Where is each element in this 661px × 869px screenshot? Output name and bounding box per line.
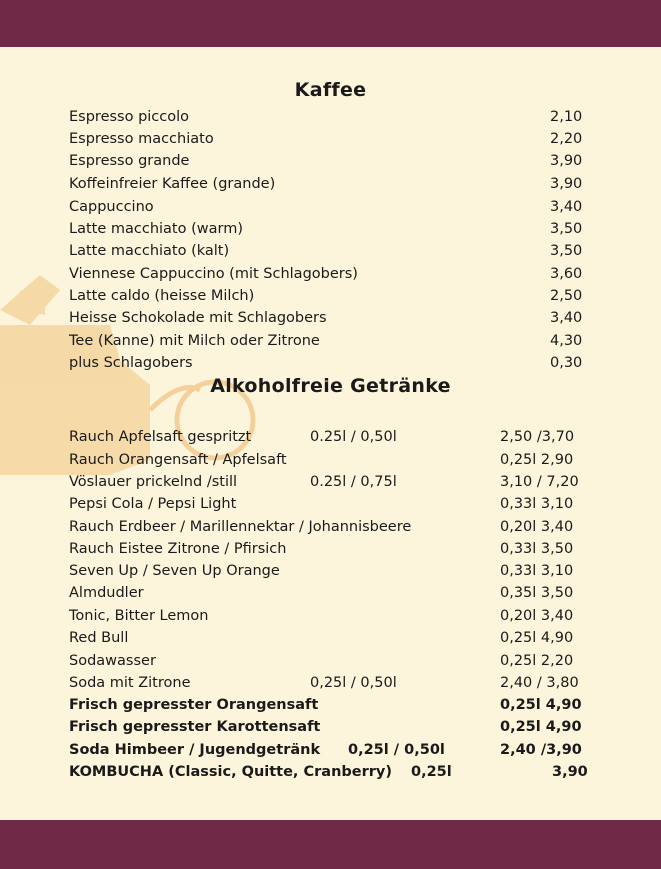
item-name: Heisse Schokolade mit Schlagobers bbox=[69, 310, 327, 326]
item-name: Rauch Orangensaft / Apfelsaft bbox=[69, 452, 287, 468]
item-name: Rauch Eistee Zitrone / Pfirsich bbox=[69, 541, 287, 557]
item-price: 0,25l 4,90 bbox=[500, 697, 582, 713]
item-name: Seven Up / Seven Up Orange bbox=[69, 563, 280, 579]
item-price: 3,50 bbox=[550, 243, 583, 259]
item-price: 0,20l 3,40 bbox=[500, 608, 574, 624]
item-name: Tee (Kanne) mit Milch oder Zitrone bbox=[69, 333, 320, 349]
item-name: Red Bull bbox=[69, 630, 129, 646]
item-price: 0,20l 3,40 bbox=[500, 519, 574, 535]
item-name: Almdudler bbox=[69, 585, 144, 601]
item-price: 3,40 bbox=[550, 310, 583, 326]
item-name: Espresso piccolo bbox=[69, 109, 190, 125]
item-price: 4,30 bbox=[550, 333, 583, 349]
item-price: 2,10 bbox=[550, 109, 583, 125]
item-price: 0,25l 2,90 bbox=[500, 452, 574, 468]
item-price: 3,40 bbox=[550, 199, 583, 215]
item-name: Koffeinfreier Kaffee (grande) bbox=[69, 176, 276, 192]
item-name: Pepsi Cola / Pepsi Light bbox=[69, 496, 237, 512]
item-price: 3,90 bbox=[552, 764, 588, 780]
item-price: 0,33l 3,10 bbox=[500, 496, 574, 512]
item-name: Frisch gepresster Orangensaft bbox=[69, 697, 319, 713]
item-price: 0,35l 3,50 bbox=[500, 585, 574, 601]
item-size: 0,25l bbox=[411, 764, 452, 780]
item-price: 2,40 / 3,80 bbox=[500, 675, 579, 691]
item-price: 0,25l 4,90 bbox=[500, 630, 574, 646]
item-price: 0,33l 3,50 bbox=[500, 541, 574, 557]
item-size: 0.25l / 0,75l bbox=[310, 474, 397, 490]
item-price: 0,30 bbox=[550, 355, 583, 371]
item-name: Cappuccino bbox=[69, 199, 154, 215]
item-name: Rauch Erdbeer / Marillennektar / Johannisbeere bbox=[69, 519, 412, 535]
kaffee-title: Kaffee bbox=[294, 79, 367, 101]
top-band bbox=[0, 0, 661, 47]
item-price: 3,60 bbox=[550, 266, 583, 282]
item-price: 2,20 bbox=[550, 131, 583, 147]
item-name: Espresso macchiato bbox=[69, 131, 214, 147]
item-name: Frisch gepresster Karottensaft bbox=[69, 719, 321, 735]
item-name: Soda Himbeer / Jugendgetränk bbox=[69, 742, 321, 758]
item-name: Espresso grande bbox=[69, 153, 190, 169]
item-size: 0.25l / 0,50l bbox=[310, 429, 397, 445]
item-name: Vöslauer prickelnd /still bbox=[69, 474, 238, 490]
item-price: 3,10 / 7,20 bbox=[500, 474, 579, 490]
item-name: Latte macchiato (kalt) bbox=[69, 243, 230, 259]
item-name: Rauch Apfelsaft gespritzt bbox=[69, 429, 252, 445]
item-size: 0,25l / 0,50l bbox=[348, 742, 445, 758]
item-price: 3,50 bbox=[550, 221, 583, 237]
item-size: 0,25l / 0,50l bbox=[310, 675, 397, 691]
item-price: 0,25l 4,90 bbox=[500, 719, 582, 735]
item-price: 3,90 bbox=[550, 153, 583, 169]
item-price: 2,40 /3,90 bbox=[500, 742, 582, 758]
item-price: 2,50 /3,70 bbox=[500, 429, 575, 445]
item-name: Latte macchiato (warm) bbox=[69, 221, 243, 237]
item-price: 2,50 bbox=[550, 288, 583, 304]
item-name: plus Schlagobers bbox=[69, 355, 193, 371]
item-name: KOMBUCHA (Classic, Quitte, Cranberry) bbox=[69, 764, 392, 780]
item-name: Viennese Cappuccino (mit Schlagobers) bbox=[69, 266, 358, 282]
item-name: Latte caldo (heisse Milch) bbox=[69, 288, 255, 304]
item-price: 0,25l 2,20 bbox=[500, 653, 574, 669]
item-name: Tonic, Bitter Lemon bbox=[69, 608, 209, 624]
bottom-band bbox=[0, 820, 661, 869]
item-price: 0,33l 3,10 bbox=[500, 563, 574, 579]
item-name: Sodawasser bbox=[69, 653, 156, 669]
alkoholfrei-title: Alkoholfreie Getränke bbox=[210, 375, 451, 397]
item-price: 3,90 bbox=[550, 176, 583, 192]
item-name: Soda mit Zitrone bbox=[69, 675, 191, 691]
